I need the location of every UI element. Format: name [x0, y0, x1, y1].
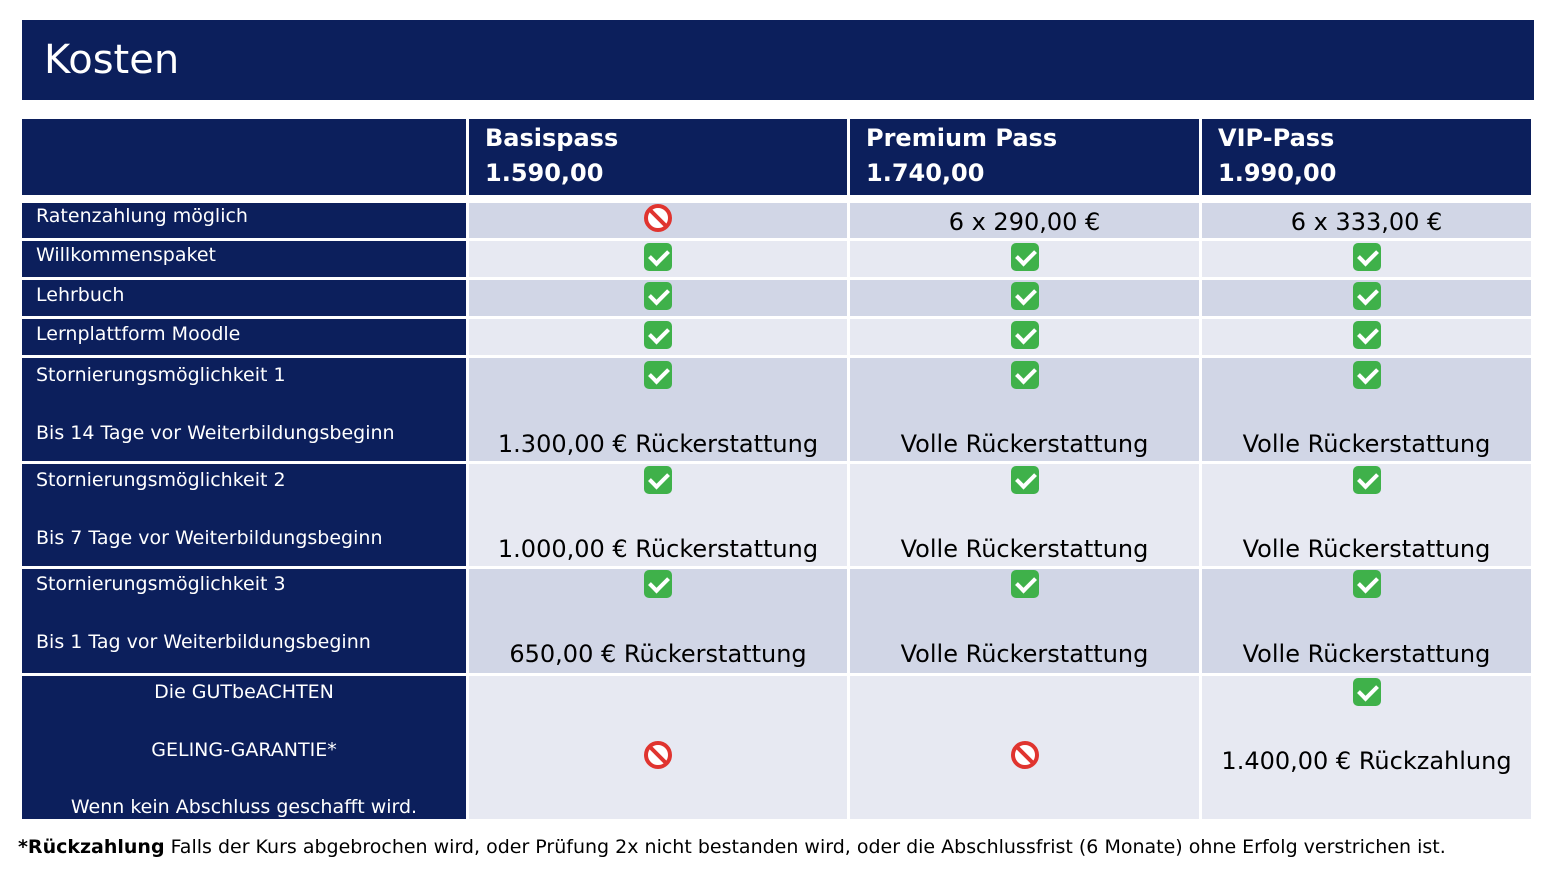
cell-ratenzahlung-vip: [1202, 203, 1531, 238]
cell-storno3-basis: [469, 569, 847, 673]
cell-storno1-basis: [469, 358, 847, 461]
page-title: Kosten: [44, 37, 180, 83]
check-mark-icon: [644, 321, 672, 349]
refund-text: Volle Rückerstattung: [1242, 430, 1491, 458]
cell-storno1-premium: [850, 358, 1199, 461]
refund-text: Volle Rückerstattung: [900, 640, 1149, 668]
cell-ratenzahlung-basis: [469, 203, 847, 238]
check-mark-icon: [1353, 321, 1381, 349]
row-sublabel: Bis 14 Tage vor Weiterbildungsbeginn: [36, 422, 395, 444]
check-mark-icon: [1353, 282, 1381, 310]
check-mark-icon: [1011, 321, 1039, 349]
refund-text: 650,00 € Rückerstattung: [509, 640, 807, 668]
cell-moodle-basis: [469, 319, 847, 355]
row-label-willkommenspaket: [22, 241, 466, 277]
installment-text: 6 x 333,00 €: [1290, 208, 1443, 236]
row-label: Lernplattform Moodle: [36, 323, 241, 345]
cell-willkommen-vip: [1202, 241, 1531, 277]
header-premium: [850, 119, 1199, 195]
row-label: Stornierungsmöglichkeit 1: [36, 364, 286, 386]
row-label: Willkommenspaket: [36, 244, 216, 266]
cell-willkommen-premium: [850, 241, 1199, 277]
row-sublabel: Bis 1 Tag vor Weiterbildungsbeginn: [36, 631, 371, 653]
plan-name: Basispass: [485, 124, 619, 152]
cell-storno2-premium: [850, 464, 1199, 566]
check-mark-icon: [644, 361, 672, 389]
check-mark-icon: [1011, 466, 1039, 494]
footnote: [18, 834, 1446, 860]
cell-storno3-vip: [1202, 569, 1531, 673]
check-mark-icon: [1011, 243, 1039, 271]
check-mark-icon: [1011, 361, 1039, 389]
cell-moodle-premium: [850, 319, 1199, 355]
refund-text: Volle Rückerstattung: [1242, 535, 1491, 563]
row-label-guarantee: GELING-GARANTIE*: [151, 739, 337, 761]
check-mark-icon: [1011, 282, 1039, 310]
check-mark-icon: [644, 243, 672, 271]
cell-garantie-vip: [1202, 676, 1531, 819]
row-label-storno2: [22, 464, 466, 566]
cell-willkommen-basis: [469, 241, 847, 277]
cell-storno1-vip: [1202, 358, 1531, 461]
cell-garantie-basis: [469, 676, 847, 819]
check-mark-icon: [1353, 361, 1381, 389]
header-vip: [1202, 119, 1531, 195]
refund-text: Volle Rückerstattung: [900, 535, 1149, 563]
cell-storno2-vip: [1202, 464, 1531, 566]
row-label: Stornierungsmöglichkeit 2: [36, 469, 286, 491]
row-label-garantie: [22, 676, 466, 819]
check-mark-icon: [644, 466, 672, 494]
refund-text: Volle Rückerstattung: [1242, 640, 1491, 668]
cell-lehrbuch-premium: [850, 280, 1199, 316]
row-label: Ratenzahlung möglich: [36, 205, 248, 227]
cell-moodle-vip: [1202, 319, 1531, 355]
row-label: Stornierungsmöglichkeit 3: [36, 573, 286, 595]
row-label-storno1: [22, 358, 466, 461]
row-label: Die GUTbeACHTEN: [154, 681, 334, 703]
cell-lehrbuch-vip: [1202, 280, 1531, 316]
footnote-bold: *Rückzahlung: [18, 836, 165, 858]
check-mark-icon: [1011, 570, 1039, 598]
check-mark-icon: [1353, 243, 1381, 271]
row-sublabel: Bis 7 Tage vor Weiterbildungsbeginn: [36, 527, 383, 549]
cell-storno2-basis: [469, 464, 847, 566]
row-sublabel: Wenn kein Abschluss geschafft wird.: [70, 796, 418, 818]
installment-text: 6 x 290,00 €: [948, 208, 1101, 236]
prohibited-icon: [644, 204, 672, 232]
cell-lehrbuch-basis: [469, 280, 847, 316]
row-label-moodle: [22, 319, 466, 355]
header-corner: [22, 119, 466, 195]
plan-price: 1.990,00: [1218, 159, 1337, 187]
check-mark-icon: [644, 282, 672, 310]
refund-text: 1.000,00 € Rückerstattung: [497, 535, 819, 563]
cell-storno3-premium: [850, 569, 1199, 673]
row-label-lehrbuch: [22, 280, 466, 316]
refund-text: 1.400,00 € Rückzahlung: [1221, 747, 1512, 775]
plan-name: VIP-Pass: [1218, 124, 1335, 152]
check-mark-icon: [1353, 570, 1381, 598]
check-mark-icon: [1353, 678, 1381, 706]
prohibited-icon: [644, 741, 672, 769]
plan-price: 1.740,00: [866, 159, 985, 187]
refund-text: 1.300,00 € Rückerstattung: [497, 430, 819, 458]
footnote-text: Falls der Kurs abgebrochen wird, oder Prüfung 2x nicht bestanden wird, oder die Abschlussfrist (6 Monate) ohne Erfolg verstrichen ist.: [164, 836, 1446, 858]
refund-text: Volle Rückerstattung: [900, 430, 1149, 458]
row-label: Lehrbuch: [36, 284, 125, 306]
row-label-storno3: [22, 569, 466, 673]
row-label-ratenzahlung: [22, 203, 466, 238]
title-bar: [22, 20, 1534, 100]
prohibited-icon: [1011, 741, 1039, 769]
header-basispass: [469, 119, 847, 195]
check-mark-icon: [644, 570, 672, 598]
plan-price: 1.590,00: [485, 159, 604, 187]
plan-name: Premium Pass: [866, 124, 1058, 152]
cell-garantie-premium: [850, 676, 1199, 819]
check-mark-icon: [1353, 466, 1381, 494]
cell-ratenzahlung-premium: [850, 203, 1199, 238]
